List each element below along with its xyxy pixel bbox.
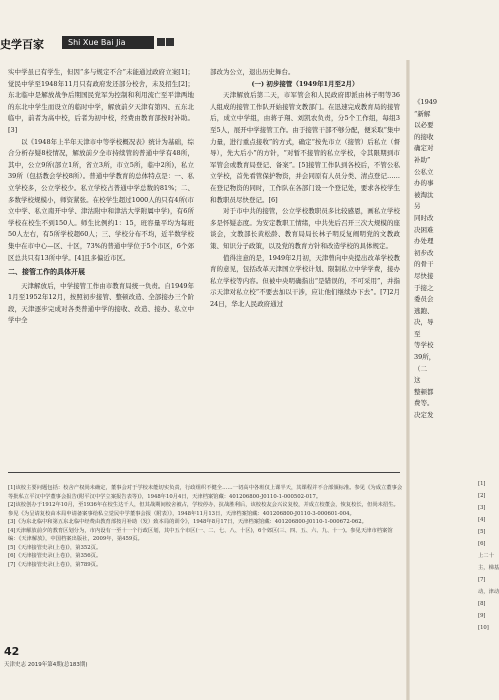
text-line: 《1949 — [414, 98, 438, 106]
footnote-fragment: 动，津动 — [478, 589, 499, 595]
text-line: （二 — [414, 364, 427, 373]
footnote: [7]《天津接管史录(上卷)》，第789页。 — [8, 561, 102, 568]
footnote: [2]该校创办于1912年10月，至1936年在校生达千人，但其战期间校舍被占，学校停办，抗战胜利后，该校校友会兴议复校，并成立校董会，恢复校长，但尚未招生。参见《为呈请复校由本局申请备案事给私立觉民中学董事会报（附表）》，1948年11月13日，天津档案馆藏：401206800-J0110-3-000601-004。 — [8, 502, 399, 517]
paragraph: 对于市中共的接管，公立学校教职员多比较感恩，画私立学校多是怀疑态度。为安定教职工情绪，中共先后召开三次大规模的座谈会，文教部长黄松龄、教育局局长林子明反复阐明党的文教政策、知识分子政策，以及党的教育方针和改造学校的具体规定。 — [210, 207, 400, 250]
text-line: 决定发 — [414, 411, 434, 420]
footnote-fragment: 上二十 — [478, 553, 494, 559]
footnote-fragment: [1] — [478, 481, 486, 487]
text-line: 以必要 — [414, 121, 434, 130]
text-line: 这 — [414, 376, 421, 385]
text-line: 办处理 — [414, 237, 434, 246]
footnote-fragment: [10] — [478, 625, 489, 631]
footnote-fragment: [3] — [478, 505, 486, 511]
text-line: 费等。 — [414, 399, 434, 408]
footnotes-right-partial — [478, 478, 499, 634]
text-line: 决，导 — [414, 318, 434, 327]
footnote: [1]该校主要问题包括：校舍产权尚未确定，董事会对于学校未能切实负责，行政组织不健全……一切高中各班仅上课半天，其课程并不合部颁标准。参见《为成立董事会等批私立平汉中学董事会报告(附平汉中学立案报告表等)》，1948年10月4日，天津档案馆藏：401206800-J0110-1-000502-017。 — [8, 485, 403, 500]
text-line: 等学校 — [414, 341, 434, 350]
text-line: 逃跑、 — [414, 306, 434, 315]
footnote: [3]《为东北临中和第五东北临中经费由教育部按月补助（发）致本局的训令》，1948年8月17日，天津档案馆藏：401206800-J0110-1-000672-062。 — [8, 519, 367, 525]
footnote-divider — [8, 472, 400, 473]
text-line: 同时改 — [414, 213, 434, 222]
text-line: 整顿都 — [414, 387, 434, 396]
text-line: 39所， — [414, 353, 436, 362]
text-line: 的接收 — [414, 132, 434, 141]
subsection-heading: (一) 初步接管（1949年1月至2月） — [251, 79, 359, 88]
text-line: 于接之 — [414, 283, 434, 292]
text-line: 补助” — [414, 155, 431, 164]
decorative-square-icon — [157, 38, 165, 46]
paragraph: 以《1948年上半年天津市中等学校概况表》统计为基础，综合分析存疑8校情况，解放前夕全市持续管的普通中学有48所，其中，公立9所(部立1所，省立3所，市立5所，临中2所)，私立39所（包括教会学校8所）。普通中学教育的总体特点是：一、私立学校多，公立学校少。私立学校占普通中学总数的81%；二、多数学校规模小，师资紧张。在校学生超过1000人的只有4所(市立中学、私立南开中学、津沽附中和津沽大学附属中学)，有6所学校在校生不到150人。师生比例约1：15，班容量平均为每班50人左右，有5所学校超60人；三、学校分布不均，近半数学校集中在市中心—区、十区，73%的普通中学位于5个市区，6个郊区总共只有13所中学。[4]且多偏近市区。 — [8, 137, 194, 262]
decorative-square-icon — [166, 38, 174, 46]
text-line: 尽快接 — [414, 271, 434, 280]
paragraph: 天津解放后，中学接管工作由市教育局统一负责。自1949年1月至1952年12月，按照初步接管、整顿改造、全部接办三个阶段，天津逐步完成对各类普通中学的接收、改造、接办、私立中学中全 — [8, 281, 194, 325]
journal-section-title: 史学百家 — [0, 38, 44, 51]
footnote: [6]《天津接管史录(上卷)》，第356页。 — [8, 553, 102, 559]
paragraph: 值得注意的是，1949年2月初，天津曾向中央提出改革学校教育的意见，包括改革天津国立学校计划、限制私立中学学费，接办私立学校等内容。但被中央明确指出“是错误的，不可采用”，并指示天津对私立校“不要去加以干涉，应让他们继续办下去”。[7]2月24日，华北人民政府通过 — [210, 253, 400, 308]
footnote-fragment: [6] — [478, 541, 486, 547]
footnote-fragment: [7] — [478, 577, 486, 583]
text-line: 公私立 — [414, 167, 434, 176]
text-column-middle — [210, 67, 400, 310]
text-line: 委员会 — [414, 295, 434, 304]
footnote-fragment: [5] — [478, 529, 486, 535]
page-number: 42 — [4, 645, 20, 658]
footnote: [4]天津解放前夕的教育区划分为，市内设有一至十一个行政区划，其中五个市区(一、二、七、八、十区)，6个郊区(三、四、五、六、九、十一)。参见天津市档案馆编：《天津解放》，中国档案出版社，2009年，第459页。 — [8, 527, 393, 542]
footnote-fragment: [8] — [478, 601, 486, 607]
paragraph: 实中学虽已有学生，但因“多与规定不合”未能通过政府立案[1]；觉民中学至1948年11月只有政府发还部分校舍，未及招生[2]；东北临中是解放战争后期国民党军为控制和利用流亡至平津两地的东北中学生而设立的临时中学，解放前夕天津有第四、五东北临中，前者为高中校，后者为初中校，经费由教育部按时补助。[3] — [8, 68, 194, 134]
text-column-left — [8, 67, 194, 327]
text-line: 被淘汰 — [414, 190, 434, 199]
text-line: “新解 — [414, 109, 431, 118]
page-gutter — [406, 60, 410, 700]
text-line: 另 — [414, 202, 421, 211]
text-line: 决困难 — [414, 225, 434, 234]
text-line: 至 — [414, 329, 421, 338]
paragraph: 天津解放后第二天，市军管会和人民政府即派由林子明等36人组成的接管工作队开始接管文教部门。在迅速完成教育局的接管后，成立中学组，由蒋子翔、刘凯农负责，分5个工作组，每组3至5人，展开中学接管工作。由于接管干部不够分配，便采取“集中力量，进行重点接收”的方式，确定“按先市立（接管）后私立（督导），先大后小”的方针，“对暂不接管的私立学校，令其限期到市军管会或教育局登记、备案”。[5]接管工作队到各校后，不管公私立学校，首先看管保护物资，并会同原有人员分类、清点登记……在登记物资的同时，工作队在各部门设一个登记处，要求各校学生和教职员尽快登记。[6] — [210, 91, 400, 204]
footnote: [5]《天津接管史录(上卷)》，第352页。 — [8, 544, 102, 551]
footnote-fragment: 主，梯基 — [478, 565, 499, 571]
text-line: 办的事 — [414, 179, 434, 188]
footnote-fragment: [2] — [478, 493, 486, 499]
text-line: 初步改 — [414, 248, 434, 257]
text-line: 的骨干 — [414, 260, 434, 269]
footnote-fragment: [4] — [478, 517, 486, 523]
text-column-right-partial — [414, 97, 494, 422]
page-footer: 天津史志 2019年第4期(总183期) — [4, 662, 88, 668]
section-heading: 二、接管工作的具体开展 — [8, 268, 85, 277]
section-tag: Shi Xue Bai Jia — [62, 36, 154, 49]
footnote-fragment: [9] — [478, 613, 486, 619]
footnotes — [8, 484, 403, 569]
paragraph: 部改为公立，退出历史舞台。 — [210, 68, 295, 76]
text-line: 确定对 — [414, 144, 434, 153]
